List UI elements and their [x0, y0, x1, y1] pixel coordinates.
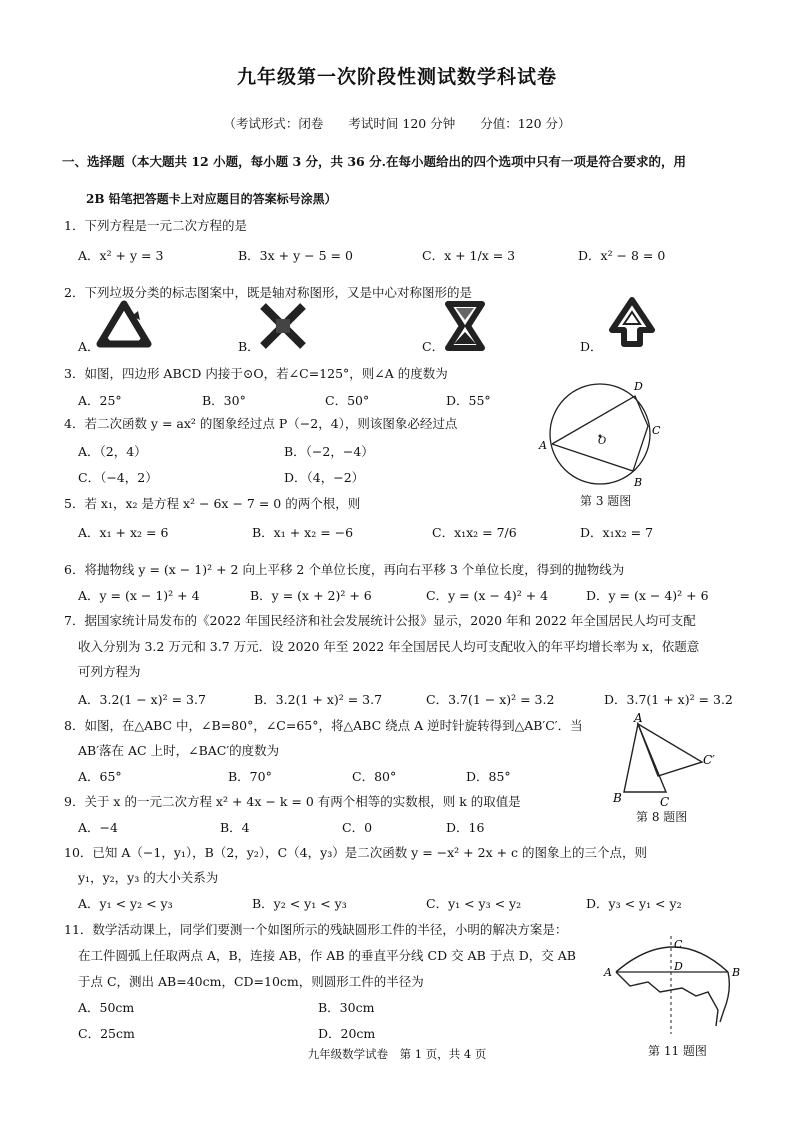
- fig3-label-b: B: [634, 476, 643, 489]
- q8-option-c: C．80°: [352, 769, 397, 784]
- q9-option-c: C．0: [342, 820, 373, 835]
- q6-stem: 6．将抛物线 y = (x − 1)² + 2 向上平移 2 个单位长度，再向右平移 3 个单位长度，得到的抛物线为: [64, 562, 625, 577]
- q2-option-c: C．: [422, 339, 445, 354]
- fig8-caption: 第 8 题图: [636, 810, 688, 824]
- q4-option-a: A．（2，4）: [78, 444, 147, 459]
- fig11-broken-circle-diagram: [604, 930, 744, 1042]
- q8-stem: 8．如图，在△ABC 中，∠B=80°，∠C=65°，将△ABC 绕点 A 逆时针旋转得到△AB′C′．当: [64, 718, 583, 733]
- q7-option-b: B．3.2(1 + x)² = 3.7: [254, 692, 383, 707]
- q1-option-a: A．x² + y = 3: [78, 248, 164, 263]
- fig11-label-a: A: [604, 966, 612, 979]
- recycle-triangle-icon: [96, 300, 152, 350]
- fig8-label-b: B: [613, 791, 622, 805]
- q11-option-b: B．30cm: [318, 1000, 375, 1015]
- fig3-label-o: O: [598, 436, 607, 447]
- q6-option-c: C．y = (x − 4)² + 4: [426, 588, 549, 603]
- fig11-label-b: B: [732, 966, 741, 979]
- q2-option-b: B．: [238, 339, 260, 354]
- q1-option-b: B．3x + y − 5 = 0: [238, 248, 353, 263]
- q6-option-b: B．y = (x + 2)² + 6: [250, 588, 372, 603]
- fig3-label-a: A: [539, 439, 547, 452]
- q3-option-b: B．30°: [202, 393, 246, 408]
- q7-stem: 7．据国家统计局发布的《2022 年国民经济和社会发展统计公报》显示，2020 年和 2022 年全国居民人均可支配: [64, 613, 696, 628]
- q8-option-b: B．70°: [228, 769, 272, 784]
- fig8-label-a: A: [634, 711, 643, 725]
- recycle-tree-icon: [606, 296, 658, 350]
- q4-option-b: B．（−2，−4）: [284, 444, 374, 459]
- page-footer: 九年级数学试卷 第 1 页，共 4 页: [307, 1047, 487, 1061]
- q2-option-d: D．: [580, 339, 603, 354]
- q10-option-a: A．y₁ < y₂ < y₃: [78, 896, 173, 911]
- q11-stem-line3: 于点 C，测出 AB=40cm，CD=10cm，则圆形工件的半径为: [78, 974, 424, 989]
- q6-option-a: A．y = (x − 1)² + 4: [78, 588, 200, 603]
- q10-option-d: D．y₃ < y₁ < y₂: [586, 896, 682, 911]
- q9-option-b: B．4: [220, 820, 250, 835]
- q5-stem: 5．若 x₁，x₂ 是方程 x² − 6x − 7 = 0 的两个根，则: [64, 496, 361, 511]
- q7-option-c: C．3.7(1 − x)² = 3.2: [426, 692, 555, 707]
- q5-option-b: B．x₁ + x₂ = −6: [252, 525, 354, 540]
- q11-stem: 11．数学活动课上，同学们要测一个如图所示的残缺圆形工件的半径，小明的解决方案是：: [64, 922, 568, 937]
- fig11-label-d: D: [674, 960, 683, 973]
- fig8-label-c: C: [660, 795, 670, 809]
- fig3-label-c: C: [652, 424, 661, 437]
- q7-option-a: A．3.2(1 − x)² = 3.7: [78, 692, 206, 707]
- section-heading: 一、选择题（本大题共 12 小题，每小题 3 分，共 36 分.在每小题给出的四个选项中只有一项是符合要求的，用: [62, 154, 686, 169]
- q11-option-c: C．25cm: [78, 1026, 135, 1041]
- fig3-circle-diagram: [536, 378, 666, 488]
- q11-option-a: A．50cm: [78, 1000, 135, 1015]
- q3-option-d: D．55°: [446, 393, 491, 408]
- q5-option-d: D．x₁x₂ = 7: [580, 525, 654, 540]
- q4-option-d: D．（4，−2）: [284, 470, 365, 485]
- exam-info: （考试形式：闭卷 考试时间 120 分钟 分值：120 分）: [223, 116, 571, 131]
- q5-option-c: C．x₁x₂ = 7/6: [432, 525, 517, 540]
- q2-stem: 2．下列垃圾分类的标志图案中，既是轴对称图形，又是中心对称图形的是: [64, 285, 472, 300]
- q6-option-d: D．y = (x − 4)² + 6: [586, 588, 709, 603]
- fig3-caption: 第 3 题图: [580, 494, 632, 508]
- q1-option-c: C．x + 1/x = 3: [422, 248, 516, 263]
- q8-stem-line2: AB′落在 AC 上时，∠BAC′的度数为: [78, 743, 280, 758]
- q5-option-a: A．x₁ + x₂ = 6: [78, 525, 169, 540]
- section-heading-line2: 2B 铅笔把答题卡上对应题目的答案标号涂黑）: [86, 192, 337, 206]
- q1-option-d: D．x² − 8 = 0: [578, 248, 666, 263]
- fig8-triangle-diagram: [610, 711, 722, 809]
- recycle-hourglass-icon: [440, 300, 490, 352]
- q4-stem: 4．若二次函数 y = ax² 的图象经过点 P（−2，4），则该图象必经过点: [64, 416, 458, 431]
- fig8-label-c-prime: C′: [703, 753, 715, 767]
- q3-option-a: A．25°: [78, 393, 122, 408]
- q7-stem-line3: 可列方程为: [78, 664, 141, 679]
- fig11-label-c: C: [674, 938, 683, 951]
- q3-stem: 3．如图，四边形 ABCD 内接于⊙O，若∠C=125°，则∠A 的度数为: [64, 366, 448, 381]
- fig11-caption: 第 11 题图: [648, 1044, 707, 1058]
- q9-option-a: A．−4: [78, 820, 118, 835]
- q9-option-d: D．16: [446, 820, 485, 835]
- q3-option-c: C．50°: [325, 393, 370, 408]
- q4-option-c: C．（−4，2）: [78, 470, 158, 485]
- q10-option-b: B．y₂ < y₁ < y₃: [252, 896, 347, 911]
- q7-stem-line2: 收入分别为 3.2 万元和 3.7 万元．设 2020 年至 2022 年全国居民人均可支配收入的年平均增长率为 x，依题意: [78, 639, 700, 654]
- q10-stem-line2: y₁，y₂，y₃ 的大小关系为: [78, 870, 219, 885]
- q9-stem: 9．关于 x 的一元二次方程 x² + 4x − k = 0 有两个相等的实数根，则 k 的取值是: [64, 794, 521, 809]
- q7-option-d: D．3.7(1 + x)² = 3.2: [604, 692, 733, 707]
- q2-option-a: A．: [78, 339, 100, 354]
- q11-option-d: D．20cm: [318, 1026, 376, 1041]
- recycle-cross-icon: [257, 300, 309, 352]
- q10-option-c: C．y₁ < y₃ < y₂: [426, 896, 522, 911]
- q1-stem: 1．下列方程是一元二次方程的是: [64, 218, 247, 233]
- page-title: 九年级第一次阶段性测试数学科试卷: [236, 66, 557, 88]
- q11-stem-line2: 在工件圆弧上任取两点 A，B，连接 AB，作 AB 的垂直平分线 CD 交 AB 于点 D，交 AB: [78, 948, 576, 963]
- q10-stem: 10．已知 A（−1，y₁），B（2，y₂），C（4，y₃）是二次函数 y = −x² + 2x + c 的图象上的三个点，则: [64, 845, 648, 860]
- fig3-label-d: D: [634, 380, 643, 393]
- q8-option-a: A．65°: [78, 769, 122, 784]
- q8-option-d: D．85°: [466, 769, 511, 784]
